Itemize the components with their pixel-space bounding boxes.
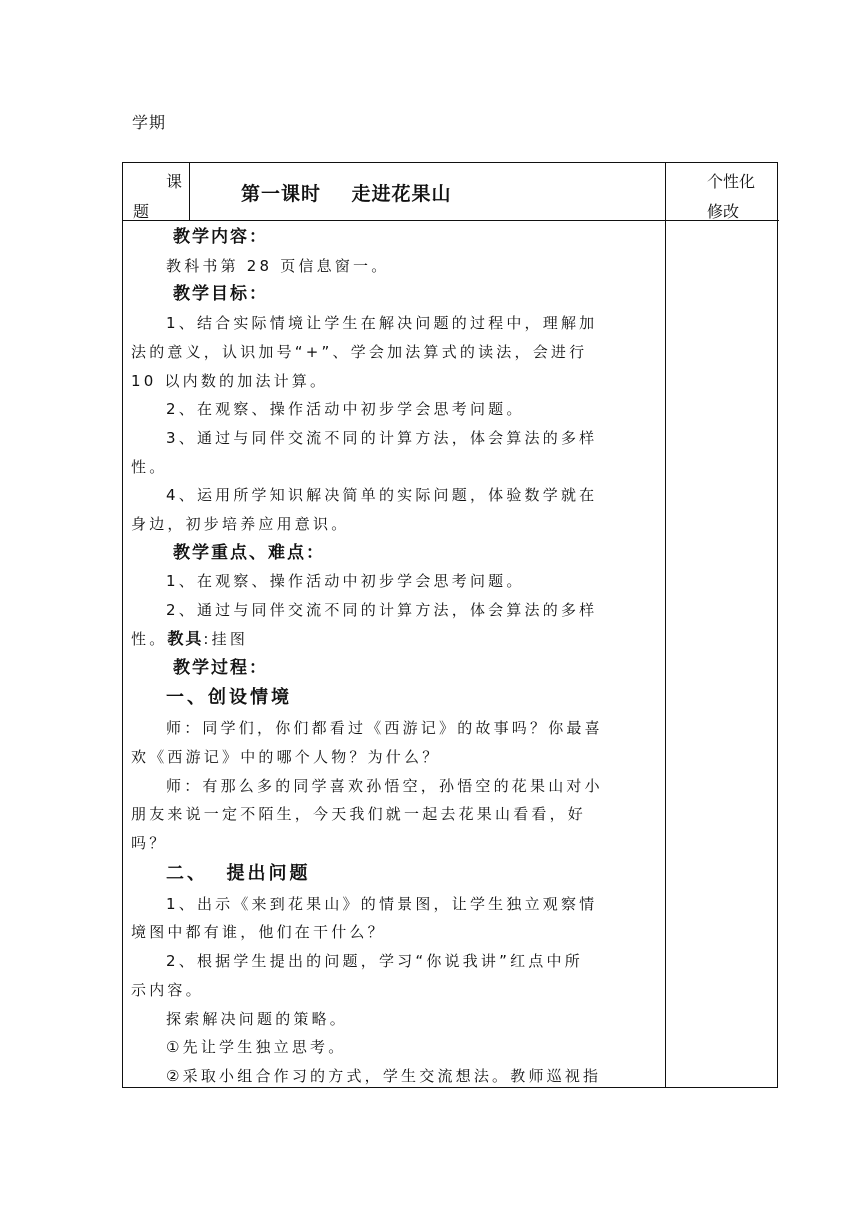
column-divider-revision (665, 163, 666, 1087)
revision-header-line2: 修改 (707, 202, 740, 221)
lesson-content (131, 223, 659, 1091)
goal-1-line-1: 1、结合实际情境让学生在解决问题的过程中，理解加 (166, 314, 598, 333)
goal-3-line-1: 3、通过与同伴交流不同的计算方法，体会算法的多样 (166, 428, 598, 447)
header-divider (123, 220, 779, 221)
question-2-line-2: 示内容。 (131, 980, 204, 999)
goal-3-line-2: 性。 (131, 457, 168, 476)
teacher-line-2c: 吗？ (131, 834, 168, 853)
goal-4-line-2: 身边，初步培养应用意识。 (131, 515, 350, 534)
heading-key-points: 教学重点、难点： (173, 542, 325, 563)
key-point-1: 1、在观察、操作活动中初步学会思考问题。 (166, 572, 525, 591)
strategy-intro: 探索解决问题的策略。 (166, 1009, 349, 1028)
teacher-line-2a: 师：有那么多的同学喜欢孙悟空，孙悟空的花果山对小 (166, 776, 603, 795)
lesson-plan-table (122, 162, 778, 1088)
teacher-line-1a: 师：同学们，你们都看过《西游记》的故事吗？你最喜 (166, 719, 603, 738)
section-2-heading: 二、 提出问题 (166, 862, 311, 884)
topic-label-ti: 题 (133, 202, 150, 221)
question-1-line-1: 1、出示《来到花果山》的情景图，让学生独立观察情 (166, 894, 598, 913)
key-point-2-end: 性。 (131, 629, 168, 648)
key-point-2-line-1: 2、通过与同伴交流不同的计算方法，体会算法的多样 (166, 601, 598, 620)
strategy-step-2: ②采取小组合作习的方式，学生交流想法。教师巡视指 (166, 1066, 602, 1085)
question-2-line-1: 2、根据学生提出的问题，学习“你说我讲”红点中所 (166, 952, 583, 971)
key-point-2-line-2 (131, 625, 659, 654)
teaching-aids-label: 教具 (167, 628, 204, 648)
section-1-heading: 一、创设情境 (166, 687, 292, 709)
semester-label: 学期 (132, 113, 167, 132)
text-content: 教科书第 28 页信息窗一。 (166, 256, 390, 275)
column-divider-topic (189, 163, 190, 221)
strategy-step-1: ①先让学生独立思考。 (166, 1038, 347, 1057)
topic-label-ke: 课 (166, 172, 183, 191)
goal-1-line-2: 法的意义，认识加号“+”、学会加法算式的读法，会进行 (131, 342, 588, 361)
goal-4-line-1: 4、运用所学知识解决简单的实际问题，体验数学就在 (166, 486, 598, 505)
heading-content: 教学内容： (173, 227, 268, 247)
teaching-aids-value: :挂图 (203, 629, 249, 648)
teacher-line-1b: 欢《西游记》中的哪个人物？为什么？ (131, 747, 441, 766)
lesson-title: 第一课时 走进花果山 (241, 183, 452, 205)
teacher-line-2b: 朋友来说一定不陌生，今天我们就一起去花果山看看，好 (131, 805, 587, 824)
goal-2: 2、在观察、操作活动中初步学会思考问题。 (166, 400, 525, 419)
question-1-line-2: 境图中都有谁，他们在干什么？ (131, 923, 386, 942)
heading-process: 教学过程： (173, 657, 268, 678)
goal-1-line-3: 10 以内数的加法计算。 (131, 371, 329, 390)
heading-goals: 教学目标： (173, 284, 268, 305)
revision-header-line1: 个性化 (707, 172, 756, 191)
